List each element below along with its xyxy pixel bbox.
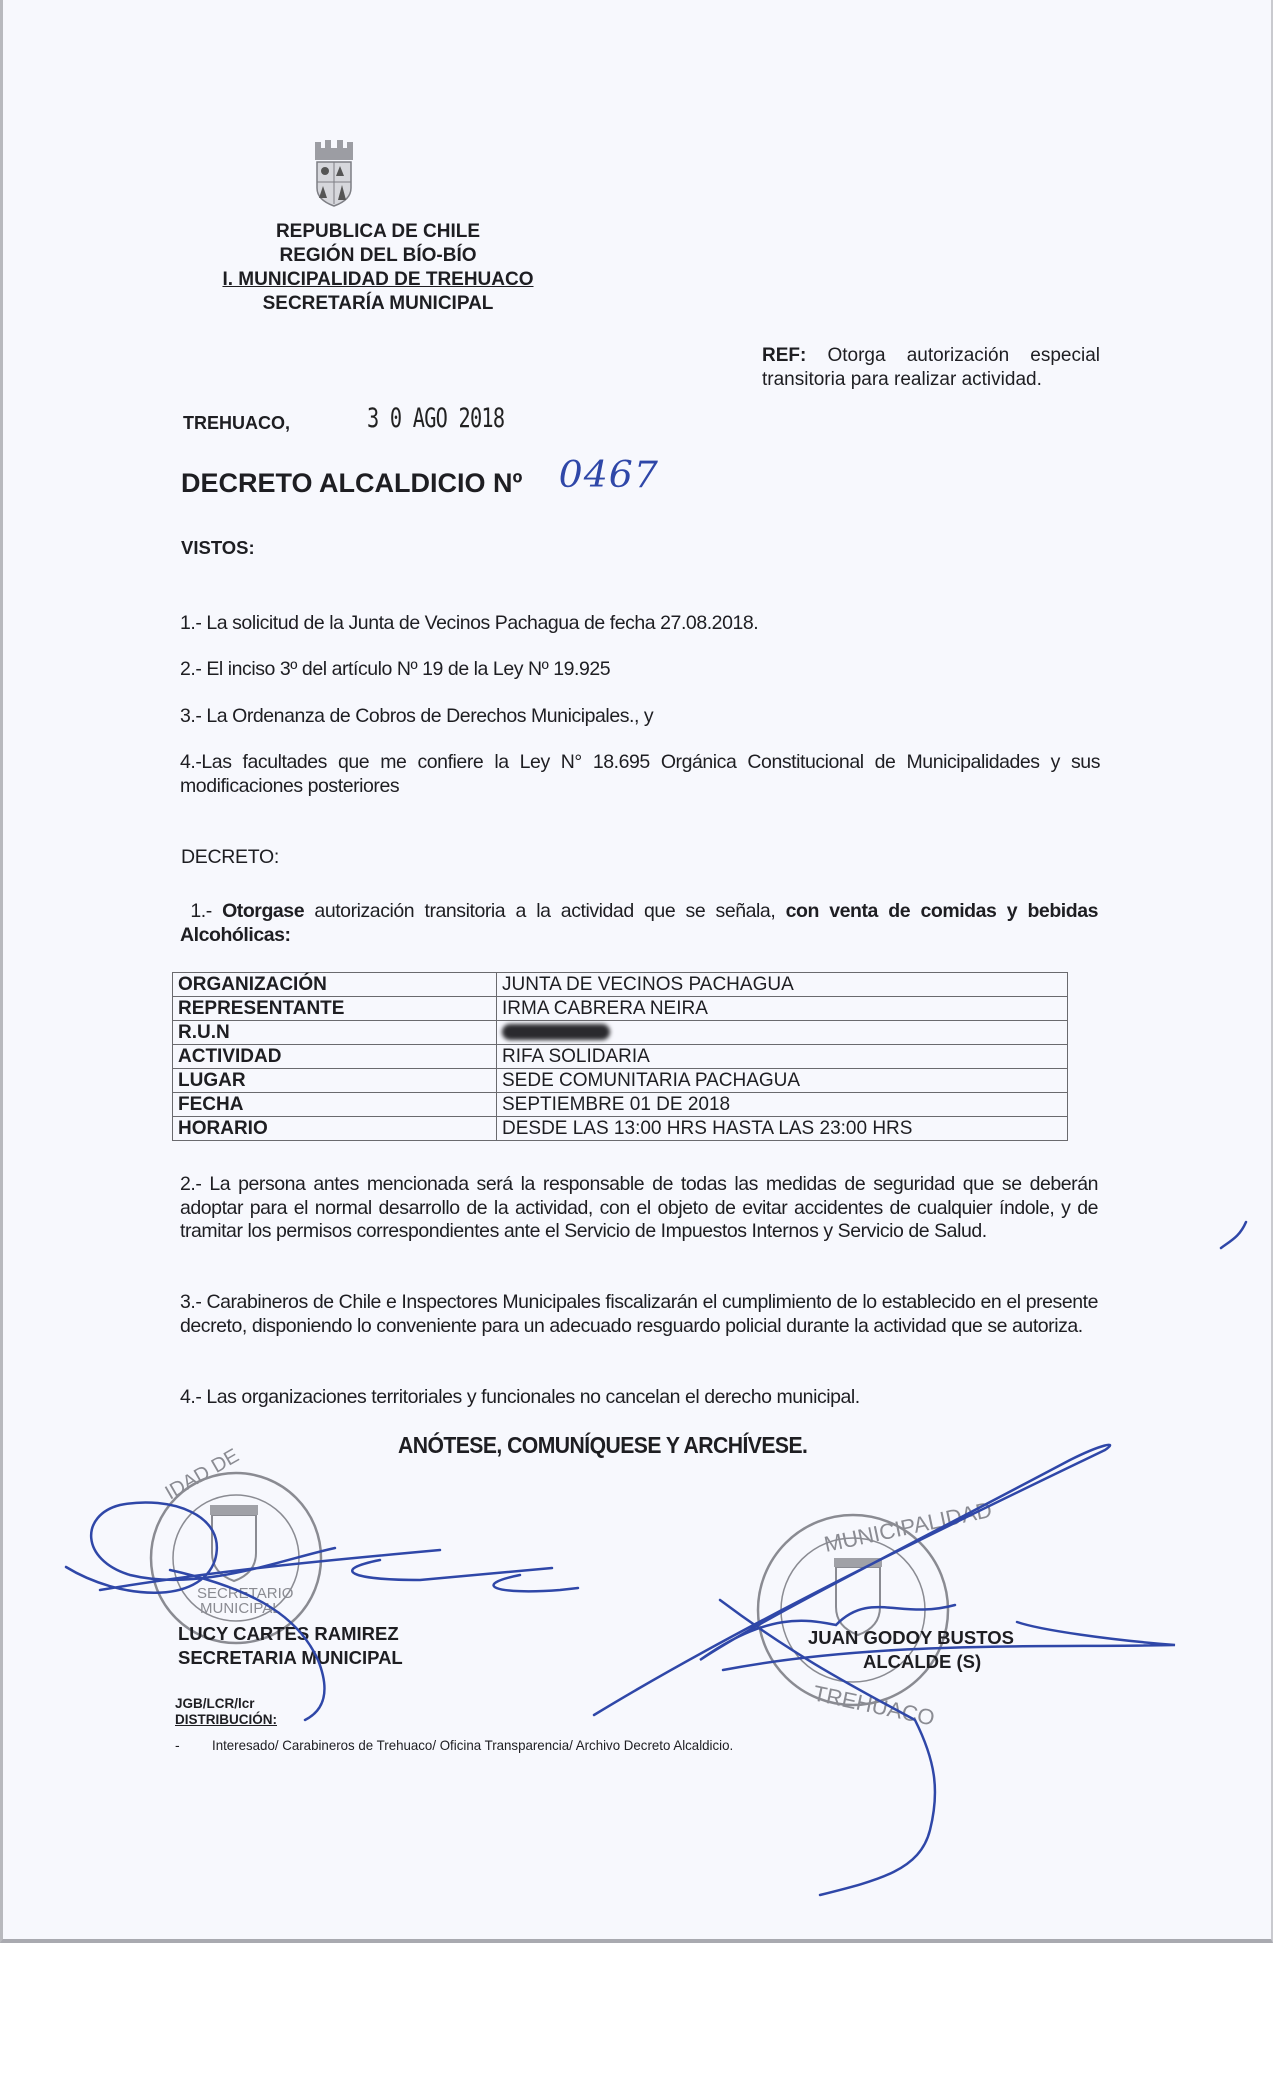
- vistos-item-4: 4.-Las facultades que me confiere la Ley N° 18.695 Orgánica Constitucional de Municipalidades y sus modificaciones posteriores: [180, 751, 1100, 797]
- table-value: IRMA CABRERA NEIRA: [497, 997, 1068, 1021]
- item1-bold-end: con venta de comidas y bebidas Alcohólicas:: [180, 900, 1099, 946]
- reference: [762, 344, 1100, 392]
- distribution-heading: DISTRIBUCIÓN:: [175, 1712, 277, 1727]
- decreto-item-2: 2.- La persona antes mencionada será la responsable de todas las medidas de seguridad que se deberán adoptar para el normal desarrollo de la actividad, con el objeto de evitar accidentes de cualquier índole, y de tramitar los permisos correspondientes ante el Servicio de Impuestos Internos y Servicio de Salud.: [180, 1173, 1098, 1242]
- left-stamp-municipal: MUNICIPAL: [200, 1600, 281, 1617]
- decree-title: DECRETO ALCALDICIO Nº: [181, 468, 523, 498]
- table-row: [173, 1021, 1068, 1045]
- decree-number-handwritten: 0467: [558, 455, 660, 496]
- right-signatory-name: JUAN GODOY BUSTOS: [808, 1627, 1014, 1648]
- table-value: RIFA SOLIDARIA: [497, 1045, 1068, 1069]
- table-value: SEPTIEMBRE 01 DE 2018: [497, 1093, 1068, 1117]
- right-stamp-top-text: MUNICIPALIDAD: [821, 1496, 995, 1557]
- decreto-item-4: 4.- Las organizaciones territoriales y funcionales no cancelan el derecho municipal.: [180, 1386, 860, 1408]
- decreto-heading: DECRETO:: [181, 846, 280, 868]
- right-signatory-title: ALCALDE (S): [863, 1651, 982, 1672]
- redaction-mark: [502, 1024, 610, 1040]
- header-municipality: I. MUNICIPALIDAD DE TREHUACO: [222, 269, 534, 290]
- vistos-item-2: 2.- El inciso 3º del artículo Nº 19 de la Ley Nº 19.925: [180, 658, 611, 680]
- table-value: DESDE LAS 13:00 HRS HASTA LAS 23:00 HRS: [497, 1117, 1068, 1141]
- closing-formula: ANÓTESE, COMUNÍQUESE Y ARCHÍVESE.: [398, 1432, 808, 1458]
- table-row: [173, 1045, 1068, 1069]
- reference-initials: JGB/LCR/lcr: [175, 1696, 255, 1711]
- decreto-item-1: [180, 900, 1098, 947]
- table-row: [173, 1069, 1068, 1093]
- table-key: ACTIVIDAD: [173, 1045, 497, 1069]
- table-value-redacted: [497, 1021, 1068, 1045]
- decreto-item-3: 3.- Carabineros de Chile e Inspectores Municipales fiscalizarán el cumplimiento de lo establecido en el presente decreto, disponiendo lo conveniente para un adecuado resguardo policial durante la actividad que se autoriza.: [180, 1291, 1098, 1337]
- header-secretariat: SECRETARÍA MUNICIPAL: [262, 293, 494, 314]
- table-key: HORARIO: [173, 1117, 497, 1141]
- vistos-item-1: 1.- La solicitud de la Junta de Vecinos Pachagua de fecha 27.08.2018.: [180, 612, 759, 634]
- table-row: [173, 1117, 1068, 1141]
- distribution-bullet: -: [175, 1737, 180, 1753]
- table-key: FECHA: [173, 1093, 497, 1117]
- left-stamp-text: IDAD DE: [161, 1444, 243, 1505]
- item1-number: 1.-: [190, 900, 212, 922]
- item1-bold-start: Otorgase: [222, 900, 305, 922]
- right-stamp-bottom-text: TREHUACO: [810, 1680, 937, 1731]
- table-row: [173, 973, 1068, 997]
- vistos-item-3: 3.- La Ordenanza de Cobros de Derechos Municipales., y: [180, 705, 654, 727]
- header-republic: REPUBLICA DE CHILE: [275, 221, 481, 242]
- ref-label: REF:: [762, 345, 807, 366]
- distribution-list: Interesado/ Carabineros de Trehuaco/ Oficina Transparencia/ Archivo Decreto Alcaldicio.: [212, 1737, 734, 1753]
- left-stamp-secretario: SECRETARIO: [197, 1585, 294, 1602]
- table-value: SEDE COMUNITARIA PACHAGUA: [497, 1069, 1068, 1093]
- item1-middle: autorización transitoria a la actividad que se señala,: [314, 900, 776, 922]
- table-row: [173, 1093, 1068, 1117]
- table-key: R.U.N: [173, 1021, 497, 1045]
- place: TREHUACO,: [183, 413, 290, 433]
- ref-line1: Otorga autorización especial: [827, 345, 1100, 366]
- table-key: LUGAR: [173, 1069, 497, 1093]
- header-region: REGIÓN DEL BÍO-BÍO: [279, 245, 477, 266]
- left-signatory-title: SECRETARIA MUNICIPAL: [178, 1647, 403, 1668]
- date-stamp: 3 0 AGO 2018: [367, 403, 505, 434]
- table-key: REPRESENTANTE: [173, 997, 497, 1021]
- activity-table: [172, 972, 1068, 1141]
- table-value: JUNTA DE VECINOS PACHAGUA: [497, 973, 1068, 997]
- table-row: [173, 997, 1068, 1021]
- vistos-heading: VISTOS:: [181, 537, 255, 558]
- table-key: ORGANIZACIÓN: [173, 973, 497, 997]
- left-signatory-name: LUCY CARTES RAMIREZ: [178, 1623, 399, 1644]
- ref-line2: transitoria para realizar actividad.: [762, 369, 1042, 390]
